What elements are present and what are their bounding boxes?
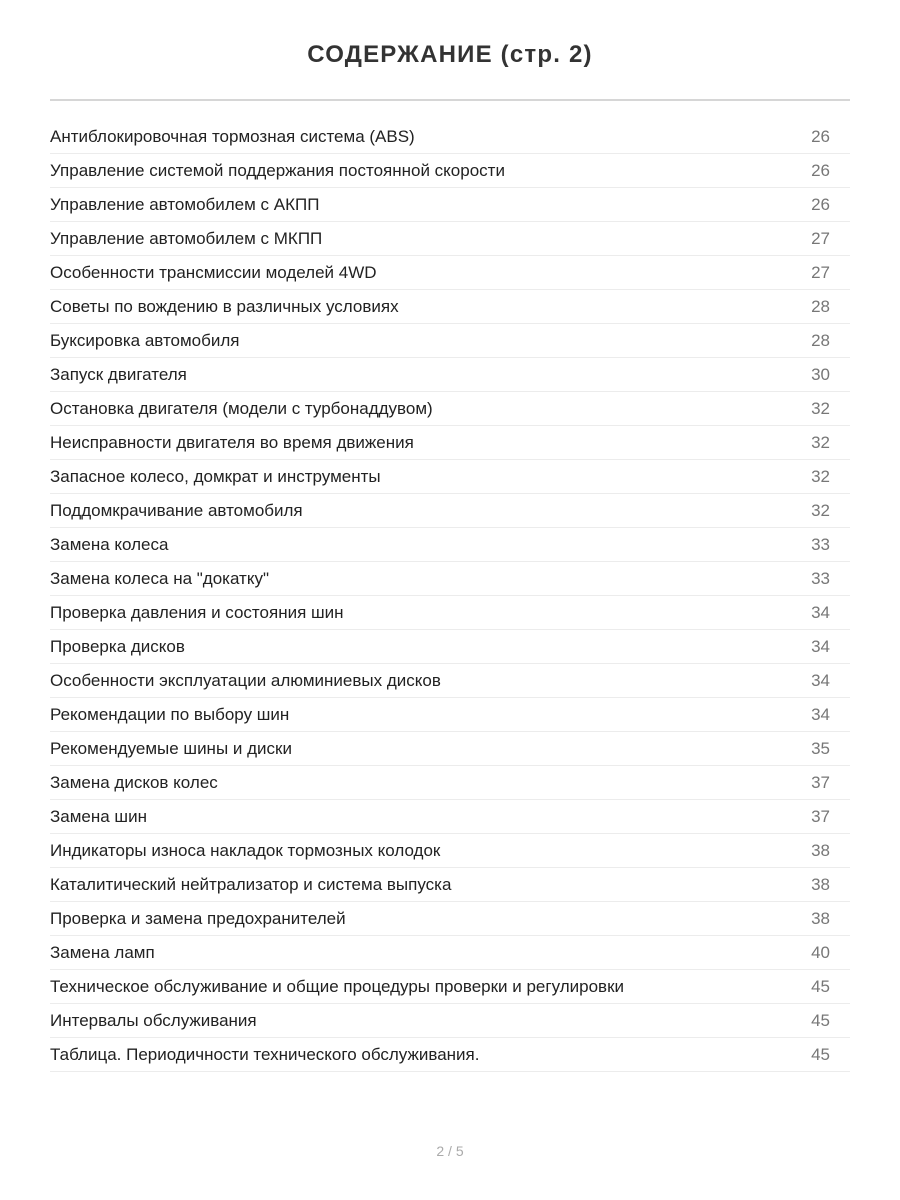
toc-entry-page: 35 [811, 739, 830, 758]
toc-entry-page: 30 [811, 365, 830, 384]
toc-entry-title: Рекомендации по выбору шин [50, 705, 290, 724]
toc-entry-title: Остановка двигателя (модели с турбонаддувом) [50, 399, 433, 418]
toc-entry-title: Особенности эксплуатации алюминиевых дисков [50, 671, 441, 690]
toc-entry-page: 34 [811, 705, 830, 724]
toc-entry-title: Проверка дисков [50, 637, 185, 656]
page-indicator: 2 / 5 [436, 1143, 464, 1159]
toc-entry[interactable] [50, 698, 850, 732]
toc-entry-title: Замена дисков колес [50, 773, 218, 792]
toc-entry-page: 45 [811, 1045, 830, 1064]
toc-entry-title: Замена колеса [50, 535, 169, 554]
toc-entry-title: Буксировка автомобиля [50, 331, 240, 350]
toc-entry-page: 32 [811, 501, 830, 520]
toc-entry-page: 40 [811, 943, 830, 962]
toc-entry[interactable] [50, 324, 850, 358]
toc-entry-title: Индикаторы износа накладок тормозных колодок [50, 841, 441, 860]
toc-entry[interactable] [50, 630, 850, 664]
toc-entry[interactable] [50, 868, 850, 902]
toc-entry-title: Антиблокировочная тормозная система (ABS) [50, 127, 415, 146]
toc-entry-title: Поддомкрачивание автомобиля [50, 501, 303, 520]
toc-entry-title: Управление автомобилем с АКПП [50, 195, 320, 214]
toc-entry-page: 33 [811, 569, 830, 588]
toc-entry[interactable] [50, 596, 850, 630]
toc-entry-page: 32 [811, 399, 830, 418]
toc-entry-title: Таблица. Периодичности технического обслуживания. [50, 1045, 480, 1064]
title-divider [50, 99, 850, 101]
toc-entry-title: Особенности трансмиссии моделей 4WD [50, 263, 377, 282]
toc-entry-page: 26 [811, 195, 830, 214]
toc-entry-page: 27 [811, 263, 830, 282]
toc-entry-page: 37 [811, 807, 830, 826]
toc-entry[interactable] [50, 970, 850, 1004]
toc-entry-title: Замена ламп [50, 943, 155, 962]
toc-entry[interactable] [50, 120, 850, 154]
toc-entry[interactable] [50, 732, 850, 766]
toc-entry-title: Управление автомобилем с МКПП [50, 229, 323, 248]
toc-entry-title: Управление системой поддержания постоянной скорости [50, 161, 505, 180]
toc-entry-page: 45 [811, 977, 830, 996]
toc-entry[interactable] [50, 154, 850, 188]
toc-entry[interactable] [50, 358, 850, 392]
toc-entry[interactable] [50, 392, 850, 426]
toc-entry[interactable] [50, 902, 850, 936]
toc-entry[interactable] [50, 460, 850, 494]
toc-entry[interactable] [50, 494, 850, 528]
toc-entry-title: Замена шин [50, 807, 147, 826]
toc-entry-title: Замена колеса на "докатку" [50, 569, 270, 588]
toc-entry-page: 28 [811, 331, 830, 350]
toc-entry-title: Каталитический нейтрализатор и система выпуска [50, 875, 452, 894]
toc-entry-title: Техническое обслуживание и общие процедуры проверки и регулировки [50, 977, 625, 996]
toc-entry-page: 34 [811, 603, 830, 622]
toc-entry[interactable] [50, 664, 850, 698]
toc-entry[interactable] [50, 1038, 850, 1072]
toc-entry[interactable] [50, 290, 850, 324]
toc-entry-page: 45 [811, 1011, 830, 1030]
toc-entry-title: Проверка и замена предохранителей [50, 909, 346, 928]
toc-entry-page: 26 [811, 127, 830, 146]
toc-entry-page: 33 [811, 535, 830, 554]
toc-entry-page: 27 [811, 229, 830, 248]
toc-entry-page: 38 [811, 875, 830, 894]
toc-entry-page: 38 [811, 841, 830, 860]
toc-entry-title: Советы по вождению в различных условиях [50, 297, 399, 316]
toc-entry-page: 34 [811, 637, 830, 656]
toc-entry-title: Интервалы обслуживания [50, 1011, 257, 1030]
toc-entry-page: 32 [811, 467, 830, 486]
toc-entry-page: 28 [811, 297, 830, 316]
toc-entry-page: 37 [811, 773, 830, 792]
toc-entry-page: 26 [811, 161, 830, 180]
toc-entry-page: 34 [811, 671, 830, 690]
toc-entry-page: 32 [811, 433, 830, 452]
toc-entry[interactable] [50, 426, 850, 460]
toc-entry[interactable] [50, 1004, 850, 1038]
toc-entry-title: Запасное колесо, домкрат и инструменты [50, 467, 381, 486]
toc-entry[interactable] [50, 562, 850, 596]
toc-entry[interactable] [50, 188, 850, 222]
toc-entry[interactable] [50, 528, 850, 562]
toc-entry[interactable] [50, 256, 850, 290]
toc-entry[interactable] [50, 800, 850, 834]
toc-entry[interactable] [50, 766, 850, 800]
toc-entry-title: Рекомендуемые шины и диски [50, 739, 292, 758]
toc-entry-title: Запуск двигателя [50, 365, 187, 384]
toc-entry-title: Проверка давления и состояния шин [50, 603, 344, 622]
toc-entry-title: Неисправности двигателя во время движения [50, 433, 414, 452]
toc-entry[interactable] [50, 834, 850, 868]
toc-entry[interactable] [50, 222, 850, 256]
toc-list [50, 120, 850, 1072]
toc-entry[interactable] [50, 936, 850, 970]
toc-entry-page: 38 [811, 909, 830, 928]
page-title: СОДЕРЖАНИЕ (стр. 2) [307, 41, 593, 68]
